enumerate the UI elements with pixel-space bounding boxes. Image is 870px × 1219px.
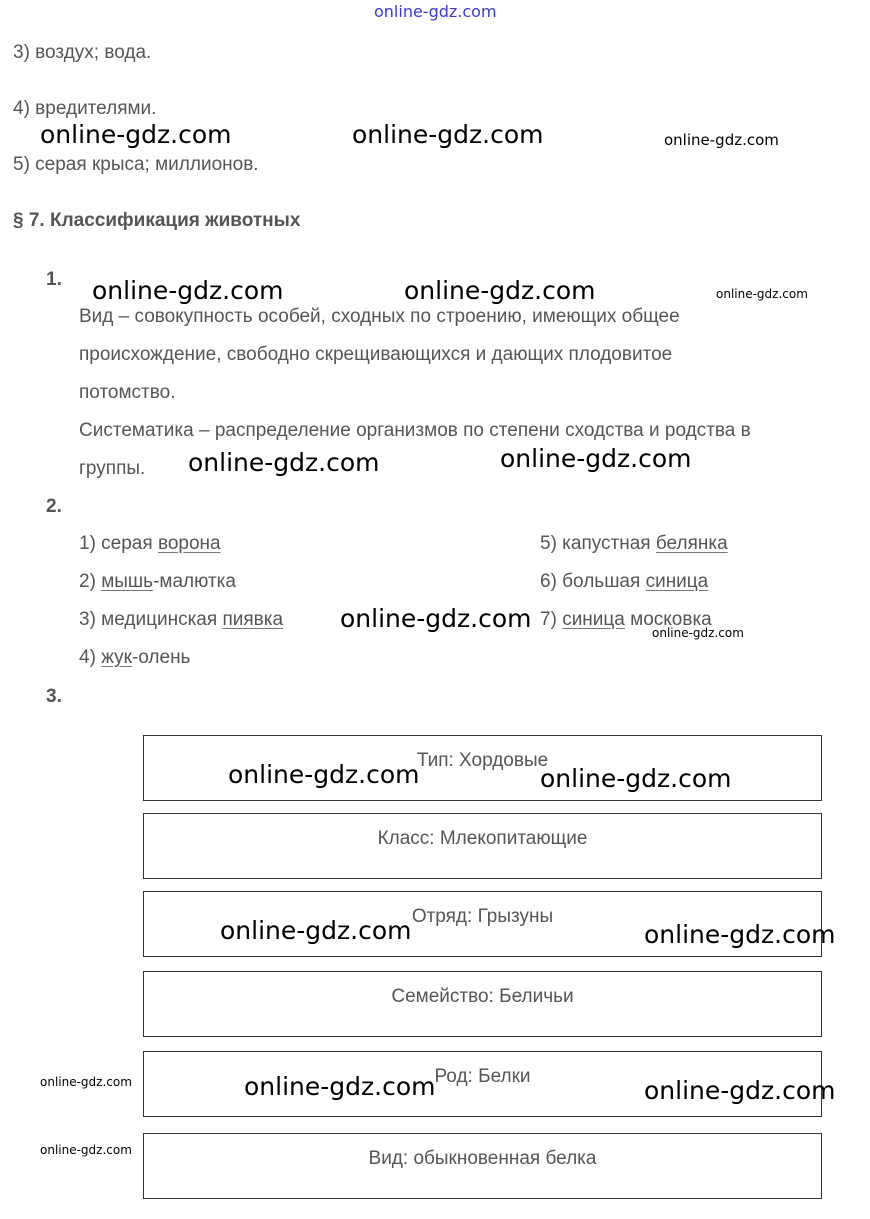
prev-item-5: 5) серая крыса; миллионов. [13,154,259,175]
task-1-line: потомство. [79,382,176,403]
task-1-line: группы. [79,458,146,479]
task-2-item: 4) жук-олень [79,647,191,668]
watermark: online-gdz.com [40,1143,132,1157]
task-1-line: Систематика – распределение организмов по степени сходства и родства в [79,420,751,441]
watermark: online-gdz.com [228,760,420,789]
task-1-line: Вид – совокупность особей, сходных по строению, имеющих общее [79,306,680,327]
watermark: online-gdz.com [188,448,380,477]
taxonomy-box-class: Класс: Млекопитающие [143,813,822,879]
task-2-number: 2. [46,496,62,517]
watermark: online-gdz.com [40,120,232,149]
watermark: online-gdz.com [40,1075,132,1089]
task-3-number: 3. [46,686,62,707]
prev-item-3: 3) воздух; вода. [13,42,152,63]
task-2-item: 2) мышь-малютка [79,571,236,592]
watermark: online-gdz.com [500,444,692,473]
watermark: online-gdz.com [664,131,779,149]
task-1-number: 1. [46,269,62,290]
taxonomy-box-species: Вид: обыкновенная белка [143,1133,822,1199]
watermark: online-gdz.com [92,276,284,305]
watermark: online-gdz.com [644,1076,836,1105]
task-2-item: 6) большая синица [540,571,709,592]
task-2-item: 5) капустная белянка [540,533,728,554]
watermark: online-gdz.com [404,276,596,305]
watermark: online-gdz.com [716,287,808,301]
taxonomy-box-family: Семейство: Беличьи [143,971,822,1037]
watermark: online-gdz.com [244,1072,436,1101]
watermark: online-gdz.com [644,920,836,949]
watermark: online-gdz.com [540,764,732,793]
section-title: § 7. Классификация животных [13,210,301,231]
watermark: online-gdz.com [340,604,532,633]
watermark: online-gdz.com [652,626,744,640]
prev-item-4: 4) вредителями. [13,98,157,119]
task-2-item: 1) серая ворона [79,533,221,554]
task-2-item: 3) медицинская пиявка [79,609,284,630]
watermark: online-gdz.com [220,916,412,945]
taxonomy-box-type: Тип: Хордовые [143,735,822,801]
taxonomy-box-genus: Род: Белки [143,1051,822,1117]
task-1-line: происхождение, свободно скрещивающихся и дающих плодовитое [79,344,673,365]
watermark-top: online-gdz.com [374,2,497,21]
task-2-item: 7) синица московка [540,609,712,630]
watermark: online-gdz.com [352,120,544,149]
taxonomy-box-order: Отряд: Грызуны [143,891,822,957]
